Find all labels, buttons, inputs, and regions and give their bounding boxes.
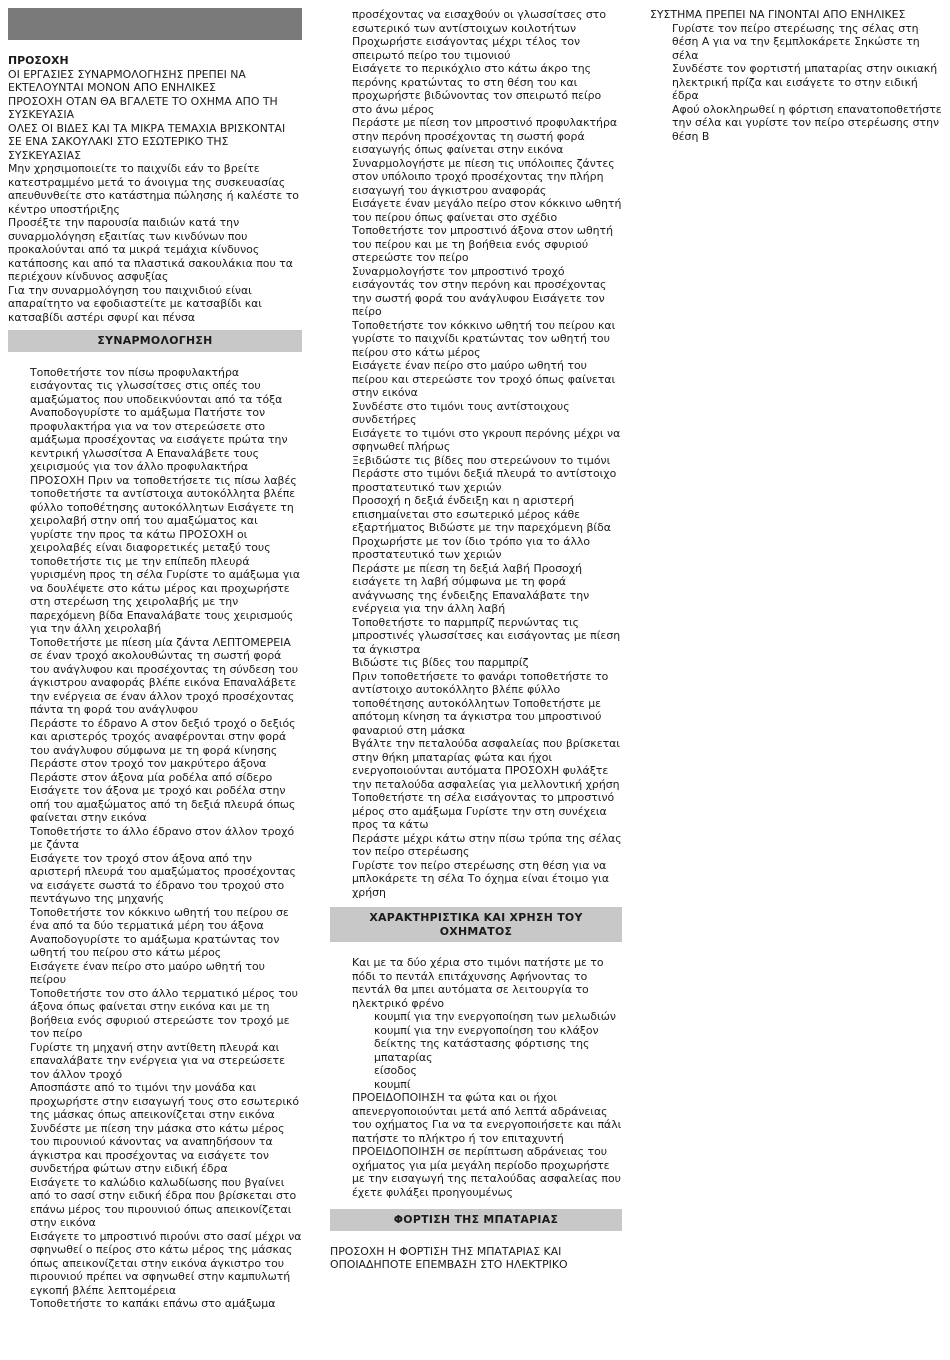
feature-item: κουμπί [374, 1077, 411, 1091]
features-intro: Και με τα δύο χέρια στο τιμόνι πατήστε με το πόδι το πεντάλ επιτάχυνσης Αφήνοντας το πεντάλ θα μπει αυτόματα σε λειτουργία το ηλεκτρικό φρένο [352, 956, 604, 1010]
assembly-step: Γυρίστε τον πείρο στερέωσης στη θέση για να μπλοκάρετε τη σέλα Το όχημα είναι έτοιμο για χρήση [352, 858, 610, 899]
battery-warning-continuation: ΣΥΣΤΗΜΑ ΠΡΕΠΕΙ ΝΑ ΓΙΝΟΝΤΑΙ ΑΠΟ ΕΝΗΛΙΚΕΣ [650, 8, 906, 21]
assembly-step: Τοποθετήστε τον πίσω προφυλακτήρα εισάγοντας τις γλωσσίτσες στις οπές του αμαξώματος που υποδεικνύονται από τα τόξα Αναποδογυρίστε το αμάξωμα Πατήστε τον προφυλακτήρα για να τον στερεώσετε στο αμάξωμα προσέχοντας να εισάγετε πρώτα την κεντρική γλωσσίτσα Α Επαναλάβετε τους χειρισμούς για τον άλλο προφυλακτήρα ΠΡΟΣΟΧΗ Πριν να τοποθετήσετε τις πίσω λαβές τοποθετήστε τα αντίστοιχα αυτοκόλλητα βλέπε φύλλο τοποθέτησης αυτοκόλλητων Εισάγετε τη χειρολαβή στην οπή του αμαξώματος και γυρίστε την προς τα κάτω ΠΡΟΣΟΧΗ οι χειρολαβές είναι διαφορετικές μεταξύ τους τοποθετήστε τις με την επίπεδη πλευρά γυρισμένη προς τη σέλα Γυρίστε το αμάξωμα για να δουλέψετε στο κάτω μέρος και προχωρήστε στη στερέωση της χειρολαβής με την παρεχόμενη βίδα Επαναλάβατε τους χειρισμούς για την άλλη χειρολαβή [30, 365, 301, 635]
section-header-assembly: ΣΥΝΑΡΜΟΛΟΓΗΣΗ [8, 330, 302, 352]
battery-step: Συνδέστε τον φορτιστή μπαταρίας στην οικιακή ηλεκτρική πρίζα και εισάγετε το στην ειδική έδρα [672, 62, 938, 102]
assembly-step: Εισάγετε έναν πείρο στο μαύρο ωθητή του πείρου [30, 959, 265, 986]
assembly-step: Πριν τοποθετήσετε το φανάρι τοποθετήστε το αντίστοιχο αυτοκόλλητο βλέπε φύλλο τοποθέτησης αυτοκόλλητων Τοποθετήστε με απότομη κίνηση τα άγκιστρα του μπροστινού φαναριού στη μάσκα [352, 669, 609, 737]
assembly-step: Εισάγετε τον άξονα με τροχό και ροδέλα στην οπή του αμαξώματος από τη δεξιά πλευρά όπως φαίνεται στην εικόνα [30, 784, 296, 824]
assembly-step: Περάστε το έδρανο Α στον δεξιό τροχό ο δεξιός και αριστερός τροχός αναφέρονται στην φορά του ανάγλυφου σύμφωνα με τη φορά κίνησης [30, 716, 296, 757]
assembly-step: Τοποθετήστε με πίεση μία ζάντα ΛΕΠΤΟΜΕΡΕΙΑ σε έναν τροχό ακολουθώντας τη σωστή φορά του ανάγλυφου και προσέχοντας τη σύνδεση του άγκιστρου αναφοράς βλέπε εικόνα Επαναλάβετε την ενέργεια σε έναν άλλον τροχό προσέχοντας πάντα τη φορά του ανάγλυφου [30, 635, 299, 716]
intro-paragraph: Για την συναρμολόγηση του παιχνιδιού είναι απαραίτητο να εφοδιαστείτε με κατσαβίδι και κατσαβίδι αστέρι σφυρί και πένσα [8, 283, 262, 324]
assembly-step: Προσοχή η δεξιά ένδειξη και η αριστερή επισημαίνεται στο εσωτερικό μέρος κάθε εξαρτήματος Βιδώστε με την παρεχόμενη βίδα Προχωρήστε με τον ίδιο τρόπο για το άλλο προστατευτικό των χεριών [352, 494, 611, 561]
warning-line: ΟΙ ΕΡΓΑΣΙΕΣ ΣΥΝΑΡΜΟΛΟΓΗΣΗΣ ΠΡΕΠΕΙ ΝΑ ΕΚΤΕΛΟΥΝΤΑΙ ΜΟΝΟΝ ΑΠΟ ΕΝΗΛΙΚΕΣ [8, 67, 246, 94]
warning-paragraph: ΠΡΟΕΙΔΟΠΟΙΗΣΗ τα φώτα και οι ήχοι απενεργοποιούνται μετά από λεπτά αδράνειας του οχήματος Για να τα ενεργοποιήσετε και πάλι πατήστε το πλήκτρο ή τον επιταχυντή [352, 1091, 622, 1145]
assembly-step: Τοποθετήστε τον κόκκινο ωθητή του πείρου σε ένα από τα δύο τερματικά μέρη του άξονα Αναποδογυρίστε το αμάξωμα κρατώντας τον ωθητή του πείρου στο κάτω μέρος [30, 905, 289, 959]
assembly-step: Τοποθετήστε τη σέλα εισάγοντας το μπροστινό μέρος στο αμάξωμα Γυρίστε την στη συνέχεια προς τα κάτω [352, 791, 615, 831]
assembly-step: Περάστε στον τροχό τον μακρύτερο άξονα [30, 757, 267, 770]
column-right [650, 8, 942, 143]
warning-paragraph: ΠΡΟΕΙΔΟΠΟΙΗΣΗ σε περίπτωση αδράνειας του οχήματος για μία μεγάλη περίοδο προχωρήστε με την εισαγωγή της πεταλούδας ασφαλείας που έχετε φυλάξει προηγουμένως [352, 1145, 621, 1199]
assembly-step: Συναρμολογήστε τον μπροστινό τροχό εισάγοντάς τον στην περόνη και προσέχοντας την σωστή φορά του ανάγλυφου Εισάγετε τον πείρο [352, 264, 607, 318]
header-gray-bar [8, 8, 302, 40]
assembly-step: Εισάγετε το τιμόνι στο γκρουπ περόνης μέχρι να σφηνωθεί πλήρως [352, 426, 621, 453]
assembly-step: Εισάγετε το καλώδιο καλωδίωσης που βγαίνει από το σασί στην ειδική έδρα που βρίσκεται στο επάνω μέρος του πιρουνιού όπως απεικονίζεται στην εικόνα [30, 1175, 297, 1229]
assembly-step: Εισάγετε το περικόχλιο στο κάτω άκρο της περόνης κρατώντας το στη θέση του και προχωρήστε βιδώνοντας τον σπειρωτό πείρο στο άνω μέρος [352, 62, 602, 116]
assembly-step: Βγάλτε την πεταλούδα ασφαλείας που βρίσκεται στην θήκη μπαταρίας φώτα και ήχοι ενεργοποιούνται αυτόματα ΠΡΟΣΟΧΗ φυλάξτε την πεταλούδα ασφαλείας για μελλοντική χρήση [352, 737, 620, 791]
assembly-step: Τοποθετήστε το άλλο έδρανο στον άλλον τροχό με ζάντα [30, 824, 295, 851]
assembly-step: Βιδώστε τις βίδες του παρμπρίζ [352, 656, 529, 669]
assembly-step: Περάστε με πίεση τον μπροστινό προφυλακτήρα στην περόνη προσέχοντας τη σωστή φορά εισαγωγής όπως φαίνεται στην εικόνα [352, 116, 618, 156]
assembly-step: Εισάγετε έναν πείρο στο μαύρο ωθητή του πείρου και στερεώστε τον τροχό όπως φαίνεται στην εικόνα [352, 359, 616, 399]
assembly-step: Τοποθετήστε το παρμπρίζ περνώντας τις μπροστινές γλωσσίτσες και εισάγοντας με πίεση τα άγκιστρα [352, 615, 621, 656]
intro-paragraph: Μην χρησιμοποιείτε το παιχνίδι εάν το βρείτε κατεστραμμένο μετά το άνοιγμα της συσκευασίας απευθυνθείτε στο κατάστημα πώλησης ή καλέστε το κέντρο υποστήριξης [8, 162, 299, 216]
assembly-step: προσέχοντας να εισαχθούν οι γλωσσίτσες στο εσωτερικό των αντίστοιχων κοιλοτήτων [352, 8, 607, 35]
assembly-step: Τοποθετήστε τον στο άλλο τερματικό μέρος του άξονα όπως φαίνεται στην εικόνα και με τη βοήθεια ενός σφυριού στερεώστε τον τροχό με τον πείρο [30, 986, 298, 1040]
battery-step: Γυρίστε τον πείρο στερέωσης της σέλας στη θέση Α για να την ξεμπλοκάρετε Σηκώστε τη σέλα [672, 21, 920, 62]
intro-paragraph: Προσέξτε την παρουσία παιδιών κατά την συναρμολόγηση εξαιτίας των κινδύνων που προκαλούνται από τα μικρά τεμάχια κίνδυνος κατάποσης και από τα πλαστικά σακουλάκια που τα περιέχουν κίνδυνος ασφυξίας [8, 216, 293, 283]
section-header-battery: ΦΟΡΤΙΣΗ ΤΗΣ ΜΠΑΤΑΡΙΑΣ [330, 1209, 622, 1231]
battery-step: Αφού ολοκληρωθεί η φόρτιση επανατοποθετήστε την σέλα και γυρίστε τον πείρο στερέωσης στην θέση Β [672, 102, 942, 143]
column-middle [330, 8, 622, 1272]
assembly-step: Τοποθετήστε το καπάκι επάνω στο αμάξωμα [30, 1297, 276, 1310]
assembly-step: Περάστε με πίεση τη δεξιά λαβή Προσοχή εισάγετε τη λαβή σύμφωνα με τη φορά ανάγνωσης της ένδειξης Επαναλάβατε την ενέργεια για την άλλη λαβή [352, 561, 590, 615]
assembly-step: Περάστε στον άξονα μία ροδέλα από σίδερο [30, 770, 273, 784]
feature-item: είσοδος [374, 1064, 417, 1077]
warning-block [8, 54, 302, 162]
assembly-step: Εισάγετε τον τροχό στον άξονα από την αριστερή πλευρά του αμαξώματος προσέχοντας να εισάγετε σωστά το έδρανο του τροχού στο πεντάγωνο της μηχανής [30, 851, 296, 905]
assembly-step: Περάστε μέχρι κάτω στην πίσω τρύπα της σέλας τον πείρο στερέωσης [352, 831, 622, 858]
warning-line: ΟΛΕΣ ΟΙ ΒΙΔΕΣ ΚΑΙ ΤΑ ΜΙΚΡΑ ΤΕΜΑΧΙΑ ΒΡΙΣΚΟΝΤΑΙ ΣΕ ΕΝΑ ΣΑΚΟΥΛΑΚΙ ΣΤΟ ΕΣΩΤΕΡΙΚΟ ΤΗΣ ΣΥΣΚΕΥΑΣΙΑΣ [8, 121, 286, 162]
intro-block [8, 162, 302, 324]
assembly-step: Προχωρήστε εισάγοντας μέχρι τέλος τον σπειρωτό πείρο του τιμονιού [352, 35, 581, 62]
assembly-step: Περάστε στο τιμόνι δεξιά πλευρά το αντίστοιχο προστατευτικό των χεριών [352, 467, 617, 494]
assembly-step: Γυρίστε τη μηχανή στην αντίθετη πλευρά και επαναλάβατε την ενέργεια για να στερεώσετε τον άλλον τροχό [30, 1040, 285, 1081]
assembly-steps-continued [330, 8, 622, 899]
assembly-steps [8, 366, 302, 1311]
assembly-step: Τοποθετήστε τον μπροστινό άξονα στον ωθητή του πείρου και με τη βοήθεια ενός σφυριού στερεώστε τον πείρο [352, 224, 613, 264]
assembly-step: Συνδέστε στο τιμόνι τους αντίστοιχους συνδετήρες [352, 399, 570, 426]
section-header-features: ΧΑΡΑΚΤΗΡΙΣΤΙΚΑ ΚΑΙ ΧΡΗΣΗ ΤΟΥ ΟΧΗΜΑΤΟΣ [330, 907, 622, 942]
assembly-step: Τοποθετήστε τον κόκκινο ωθητή του πείρου και γυρίστε το παιχνίδι κρατώντας τον ωθητή του πείρου στο κάτω μέρος [352, 318, 616, 359]
warning-line: ΠΡΟΣΟΧΗ ΟΤΑΝ ΘΑ ΒΓΑΛΕΤΕ ΤΟ ΟΧΗΜΑ ΑΠΟ ΤΗ ΣΥΣΚΕΥΑΣΙΑ [8, 94, 278, 121]
assembly-step: Αποσπάστε από το τιμόνι την μονάδα και προχωρήστε στην εισαγωγή τους στο εσωτερικό της μάσκας όπως απεικονίζεται στην εικόνα [30, 1081, 300, 1121]
assembly-step: Εισάγετε το μπροστινό πιρούνι στο σασί μέχρι να σφηνωθεί ο πείρος στο κάτω μέρος της μάσκας όπως απεικονίζεται στην εικόνα άγκιστρο του πιρουνιού πρέπει να σφηνωθεί στην καμπυλωτή εγκοπή βλέπε λεπτομέρεια [30, 1229, 302, 1297]
feature-item: δείκτης της κατάστασης φόρτισης της μπαταρίας [374, 1037, 590, 1064]
feature-item: κουμπί για την ενεργοποίηση των μελωδιών [374, 1010, 616, 1023]
warning-title: ΠΡΟΣΟΧΗ [8, 54, 69, 67]
column-left [8, 8, 302, 1311]
feature-item: κουμπί για την ενεργοποίηση του κλάξον [374, 1023, 599, 1037]
assembly-step: Εισάγετε έναν μεγάλο πείρο στον κόκκινο ωθητή του πείρου όπως φαίνεται στο σχέδιο [352, 197, 622, 224]
assembly-step: Συναρμολογήστε με πίεση τις υπόλοιπες ζάντες στον υπόλοιπο τροχό προσέχοντας την πλήρη εισαγωγή του άγκιστρου αναφοράς [352, 156, 615, 197]
assembly-step: Συνδέστε με πίεση την μάσκα στο κάτω μέρος του πιρουνιού κάνοντας να αναπηδήσουν τα άγκιστρα και προσέχοντας να εισάγετε τον συνδετήρα φώτων στην ειδική έδρα [30, 1121, 285, 1175]
assembly-step: Ξεβιδώστε τις βίδες που στερεώνουν το τιμόνι [352, 453, 611, 467]
battery-warning: ΠΡΟΣΟΧΗ Η ΦΟΡΤΙΣΗ ΤΗΣ ΜΠΑΤΑΡΙΑΣ ΚΑΙ ΟΠΟΙΑΔΗΠΟΤΕ ΕΠΕΜΒΑΣΗ ΣΤΟ ΗΛΕΚΤΡΙΚΟ [330, 1244, 568, 1271]
